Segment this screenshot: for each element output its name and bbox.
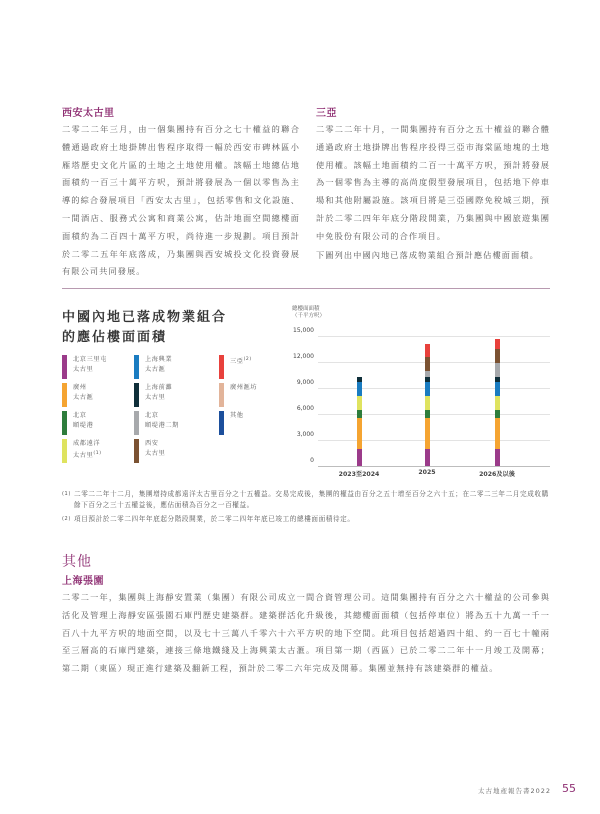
bar-segment [495,449,500,466]
bar-segment [425,396,430,410]
stacked-bar [357,377,362,466]
gridline [318,388,550,389]
legend-label: 上海興業 太古滙 [145,356,173,373]
bar-segment [357,396,362,410]
legend-swatch [219,383,224,407]
legend-label: 北京三里屯 太古里 [73,356,107,373]
footnote-1 [62,489,550,511]
bar-segment [357,449,362,466]
footnote-marker: (2) [62,516,71,522]
gridline [318,336,550,337]
bar-segment [425,418,430,449]
chart-title-line1: 中國內地已落成物業組合 [62,310,228,325]
legend-label: 廣州滙坊 [230,384,258,391]
bar-segment [495,382,500,397]
legend-swatch [62,355,67,379]
gridline [318,362,550,363]
y-tick-label: 9,000 [296,379,314,386]
legend-item [134,383,172,407]
zhangyuan-body: 二零二一年，集團與上海靜安置業（集團）有限公司成立一間合資管理公司。這間集團持有百分之六十權益的公司參與活化及管理上海靜安區張園石庫門歷史建築群。建築群活化升級後，其總樓面面積（包括停車位）將為五十九萬一千一百八十九平方呎的地面空間，以及七十三萬八千零六十六平方呎的地下空間。此項目包括超過四十組、約一百七十幢兩至三層高的石庫門建築，連接三條地鐵綫及上海興業太古滙。項目第一期（西區）已於二零二二年十一月竣工及開幕；第二期（東區）現正進行建築及翻新工程，預計於二零二六年完成及開幕。集團並無持有該建築群的權益。 [62,592,550,674]
legend-label: 北京 頤堤港 [73,412,94,429]
legend-swatch [62,383,67,407]
bar-segment [425,344,430,357]
bar-segment [357,410,362,418]
report-name: 太古地產報告書2022 [478,787,552,795]
legend-item [219,355,252,379]
bar-segment [357,382,362,397]
legend-swatch [134,439,139,463]
footnote-text: 二零二二年十二月，集團增持成都遠洋太古里百分之十五權益。交易完成後，集團的權益由百分之五十增至百分之六十五；在二零二三年二月完成收購餘下百分之三十五權益後，應佔面積為百分之一百權益。 [74,490,549,509]
legend-item [134,411,179,435]
gridline [318,440,550,441]
legend-swatch [134,411,139,435]
sanya-body: 二零二二年十月，一間集團持有百分之五十權益的聯合體通過政府土地掛牌出售程序投得三亞市海棠區地塊的土地使用權。該幅土地面積約二百一十萬平方呎，預計將發展為一個零售為主導的高尚度假型發展項目，包括地下停車場和其他附屬設施。該項目將是三亞國際免稅城三期，預計於二零二四年年底分階段開業，乃集團與中國旅遊集團中免股份有限公司的合作項目。 [316,124,550,241]
y-tick-label: 15,000 [293,327,314,334]
gridline [318,414,550,415]
legend-item [134,355,172,379]
legend-label: 廣州 太古滙 [73,384,94,401]
section-divider [62,288,550,289]
y-tick-label: 3,000 [296,431,314,438]
x-category-label: 2023至2024 [338,471,380,478]
footnote-text: 項目預計於二零二四年年底起分階段開業，於二零二四年年底已竣工的總樓面面積待定。 [74,515,355,523]
x-category-label: 2026及以後 [479,471,515,478]
page-number: 55 [562,782,576,795]
legend-label: 上海前灘 太古里 [145,384,173,401]
footnote-marker: (1) [62,491,71,497]
legend-item [62,383,93,407]
legend-item [62,355,107,379]
chart-title [62,308,227,348]
footnote-2 [62,514,550,525]
xian-body: 二零二二年三月，由一個集團持有百分之七十權益的聯合體通過政府土地掛牌出售程序取得一幅於西安市碑林區小雁塔歷史文化片區的土地之土地使用權。該幅土地總佔地面積約一百三十萬平方呎，預計將發展為一個以零售為主導的綜合發展項目「西安太古里」，包括零售和文化設施、一間酒店、服務式公寓和商業公寓，估計地面空間總樓面面積約為二百四十萬平方呎，尚待進一步規劃。項目預計於二零二五年年底落成，乃集團與西安城投文化投資發展有限公司共同發展。 [62,124,300,277]
bar-segment [495,339,500,349]
bar-segment [495,363,500,377]
footnotes [62,489,550,525]
legend-item [62,439,102,463]
bar-segment [425,449,430,466]
y-tick-label: 12,000 [293,353,314,360]
y-axis-label [292,306,325,320]
legend-swatch [219,411,224,435]
legend-item [219,411,244,435]
zhangyuan-heading: 上海張園 [62,576,104,587]
stacked-bar [495,339,500,466]
legend-swatch [134,383,139,407]
legend-swatch [62,411,67,435]
legend-item [219,383,257,407]
legend-label: 西安 太古里 [145,440,166,457]
bar-segment [425,357,430,371]
chart-title-line2: 的應佔樓面面積 [62,330,168,345]
gridline [318,466,550,467]
bar-segment [495,418,500,449]
bar-segment [495,410,500,418]
legend-swatch [134,355,139,379]
bar-segment [357,418,362,449]
sanya-heading: 三亞 [316,108,337,119]
others-title: 其他 [62,554,92,570]
y-axis-label-line1: 總樓面面積 [292,306,320,312]
bar-segment [495,396,500,410]
chart-intro: 下圖列出中國內地已落成物業組合預計應佔樓面面積。 [316,250,539,260]
xian-heading: 西安太古里 [62,108,115,119]
bar-segment [495,349,500,363]
y-axis-label-line2: （千平方呎） [292,313,326,319]
legend-label: 北京 頤堤港二期 [145,412,179,429]
legend-item [134,439,165,463]
bar-segment [425,382,430,397]
x-category-label: 2025 [418,469,436,476]
legend-swatch [62,439,67,463]
legend-label: 三亞$^{(2)}$ [230,357,252,366]
legend-label: 其他 [230,412,244,419]
bar-segment [425,410,430,418]
legend-item [62,411,93,435]
legend-swatch [219,355,224,379]
legend-label: 成都遠洋 太古里$^{(1)}$ [73,440,102,459]
stacked-bar [425,344,430,466]
y-tick-label: 0 [310,457,314,464]
y-tick-label: 6,000 [296,405,314,412]
